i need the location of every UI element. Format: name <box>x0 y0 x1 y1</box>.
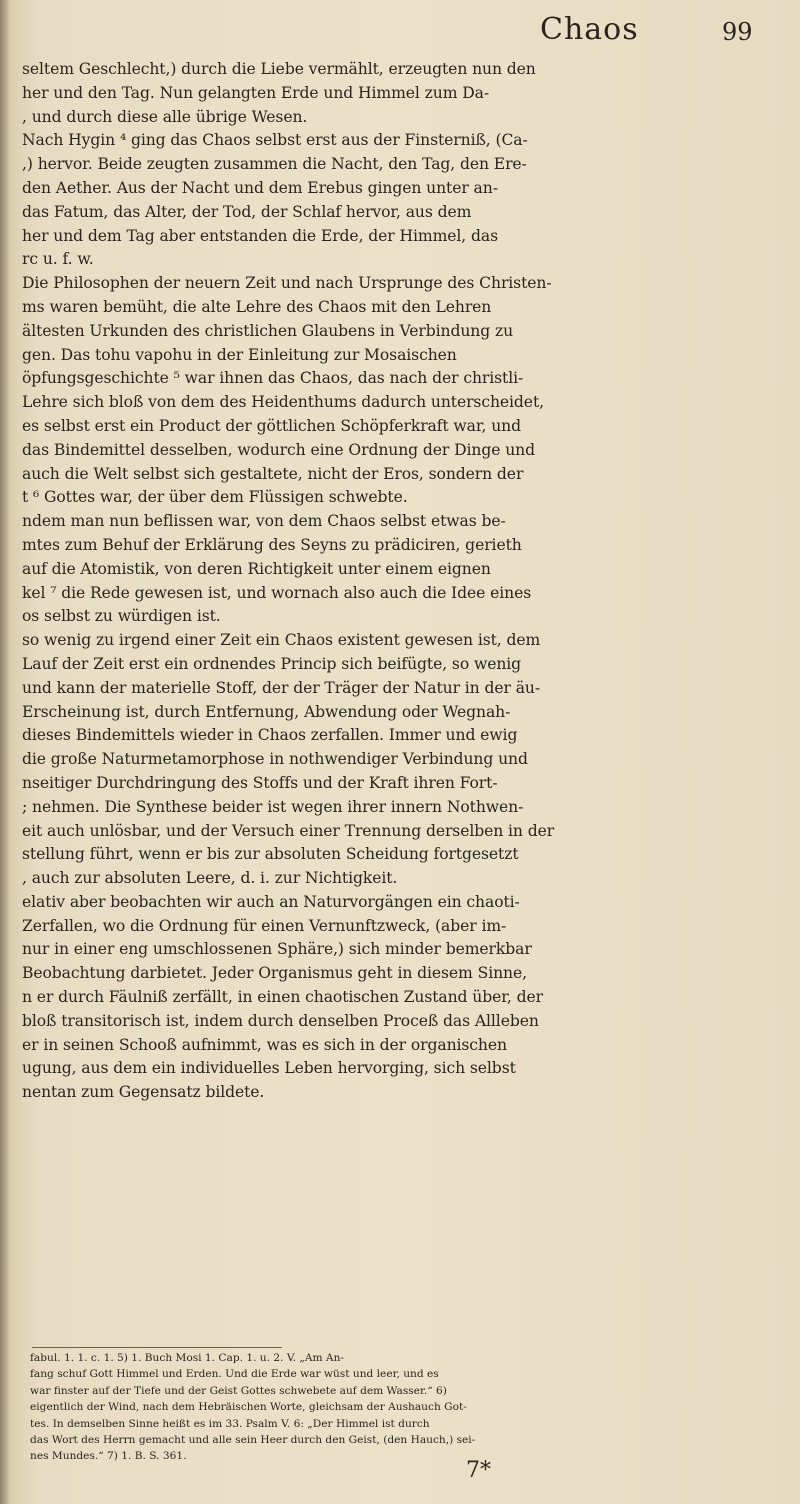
text-line: n er durch Fäulniß zerfällt, in einen chaotischen Zustand über, der <box>22 988 543 1007</box>
footnote-line: eigentlich der Wind, nach dem Hebräischen Worte, gleichsam der Aushauch Got- <box>30 1401 467 1414</box>
footnote-line: fabul. 1. 1. c. 1. 5) 1. Buch Mosi 1. Cap. 1. u. 2. V. „Am An- <box>30 1352 344 1364</box>
page-gutter-edge <box>0 0 10 1504</box>
text-line: öpfungsgeschichte ⁵ war ihnen das Chaos, das nach der christli- <box>22 369 524 388</box>
text-line: her und den Tag. Nun gelangten Erde und Himmel zum Da- <box>22 83 490 102</box>
page-number: 99 <box>722 18 753 46</box>
text-line: rc u. f. w. <box>22 250 94 269</box>
text-line: Beobachtung darbietet. Jeder Organismus geht in diesem Sinne, <box>22 964 527 983</box>
text-line: Nach Hygin ⁴ ging das Chaos selbst erst aus der Finsterniß, (Ca- <box>22 131 528 150</box>
text-line: so wenig zu irgend einer Zeit ein Chaos existent gewesen ist, dem <box>22 631 541 650</box>
page-header <box>0 12 800 52</box>
text-line: Zerfallen, wo die Ordnung für einen Vernunftzweck, (aber im- <box>22 916 507 935</box>
footnote-line: nes Mundes.“ 7) 1. B. S. 361. <box>30 1450 187 1463</box>
text-line: ugung, aus dem ein individuelles Leben hervorging, sich selbst <box>22 1059 516 1078</box>
text-line: auf die Atomistik, von deren Richtigkeit unter einem eignen <box>22 559 491 578</box>
footnote-line: fang schuf Gott Himmel und Erden. Und die Erde war wüst und leer, und es <box>30 1368 439 1381</box>
text-line: ; nehmen. Die Synthese beider ist wegen ihrer innern Nothwen- <box>22 797 524 816</box>
text-line: Die Philosophen der neuern Zeit und nach Ursprunge des Christen- <box>22 274 552 293</box>
text-line: das Fatum, das Alter, der Tod, der Schlaf hervor, aus dem <box>22 202 472 221</box>
footnote-line: das Wort des Herrn gemacht und alle sein Heer durch den Geist, (den Hauch,) sei- <box>30 1433 476 1446</box>
footnote-rule <box>32 1347 282 1348</box>
text-line: stellung führt, wenn er bis zur absoluten Scheidung fortgesetzt <box>22 845 519 864</box>
text-line: bloß transitorisch ist, indem durch denselben Proceß das Allleben <box>22 1011 539 1030</box>
text-line: her und dem Tag aber entstanden die Erde, der Himmel, das <box>22 226 498 245</box>
text-line: ndem man nun beflissen war, von dem Chaos selbst etwas be- <box>22 512 506 531</box>
text-line: Erscheinung ist, durch Entfernung, Abwendung oder Wegnah- <box>22 702 511 721</box>
text-line: nur in einer eng umschlossenen Sphäre,) sich minder bemerkbar <box>22 940 532 959</box>
text-line: das Bindemittel desselben, wodurch eine Ordnung der Dinge und <box>22 440 535 459</box>
text-line: nentan zum Gegensatz bildete. <box>22 1083 265 1102</box>
text-line: ältesten Urkunden des christlichen Glaubens in Verbindung zu <box>22 321 514 340</box>
text-line: ms waren bemüht, die alte Lehre des Chaos mit den Lehren <box>22 297 492 316</box>
text-line: kel ⁷ die Rede gewesen ist, und wornach also auch die Idee eines <box>22 583 532 602</box>
body-text <box>22 58 782 1105</box>
text-line: nseitiger Durchdringung des Stoffs und der Kraft ihren Fort- <box>22 773 498 792</box>
text-line: t ⁶ Gottes war, der über dem Flüssigen schwebte. <box>22 488 408 507</box>
footnote-line: tes. In demselben Sinne heißt es im 33. Psalm V. 6: „Der Himmel ist durch <box>30 1417 430 1430</box>
text-line: dieses Bindemittels wieder in Chaos zerfallen. Immer und ewig <box>22 726 518 745</box>
text-line: , auch zur absoluten Leere, d. i. zur Nichtigkeit. <box>22 869 398 888</box>
text-line: es selbst erst ein Product der göttlichen Schöpferkraft war, und <box>22 416 522 435</box>
text-line: elativ aber beobachten wir auch an Naturvorgängen ein chaoti- <box>22 892 520 911</box>
text-line: auch die Welt selbst sich gestaltete, nicht der Eros, sondern der <box>22 464 524 483</box>
text-line: ,) hervor. Beide zeugten zusammen die Nacht, den Tag, den Ere- <box>22 155 527 174</box>
text-line: den Aether. Aus der Nacht und dem Erebus gingen unter an- <box>22 178 498 197</box>
text-line: seltem Geschlecht,) durch die Liebe vermählt, erzeugten nun den <box>22 60 536 78</box>
running-head: Chaos <box>540 12 639 47</box>
text-line: die große Naturmetamorphose in nothwendiger Verbindung und <box>22 750 528 769</box>
text-line: os selbst zu würdigen ist. <box>22 607 221 626</box>
text-line: gen. Das tohu vapohu in der Einleitung zur Mosaischen <box>22 345 457 364</box>
footnote-line: war finster auf der Tiefe und der Geist Gottes schwebete auf dem Wasser.“ 6) <box>30 1384 447 1397</box>
signature-mark: 7* <box>466 1458 491 1483</box>
text-line: Lauf der Zeit erst ein ordnendes Princip sich beifügte, so wenig <box>22 654 522 673</box>
text-line: eit auch unlösbar, und der Versuch einer Trennung derselben in der <box>22 821 555 840</box>
text-line: mtes zum Behuf der Erklärung des Seyns zu prädiciren, gerieth <box>22 535 522 554</box>
footnotes <box>30 1350 782 1465</box>
text-line: , und durch diese alle übrige Wesen. <box>22 107 308 126</box>
text-line: und kann der materielle Stoff, der der Träger der Natur in der äu- <box>22 678 540 697</box>
text-line: er in seinen Schooß aufnimmt, was es sich in der organischen <box>22 1035 507 1054</box>
text-line: Lehre sich bloß von dem des Heidenthums dadurch unterscheidet, <box>22 393 544 412</box>
